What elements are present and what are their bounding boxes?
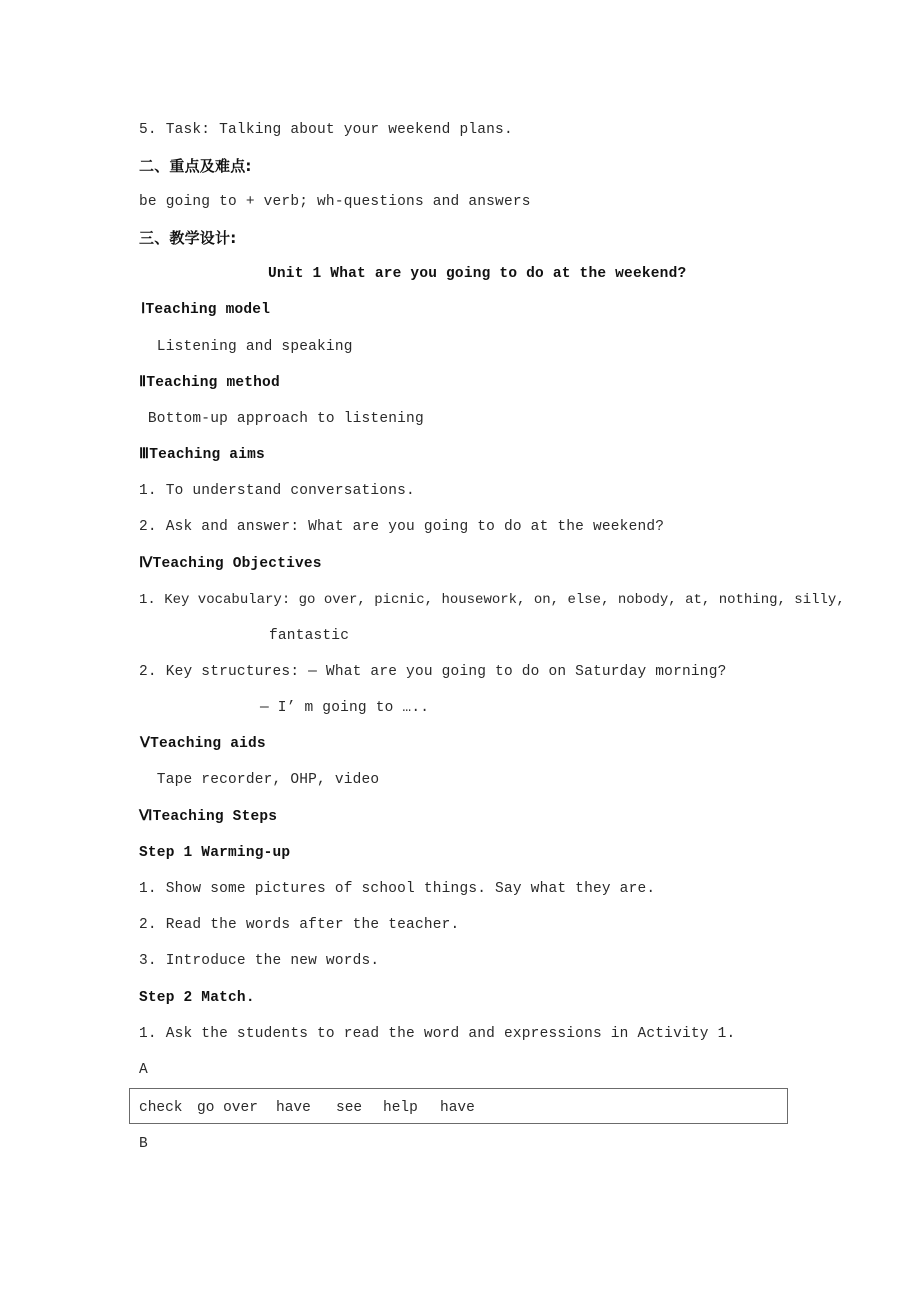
- teaching-objectives-heading: ⅣTeaching Objectives: [139, 556, 322, 572]
- label-a: A: [139, 1062, 148, 1078]
- section-2-heading: 二、重点及难点:: [139, 157, 252, 175]
- teaching-aims-heading: ⅢTeaching aims: [139, 447, 265, 463]
- teaching-steps-heading: ⅥTeaching Steps: [139, 809, 278, 825]
- step-2-item: 1. Ask the students to read the word and expressions in Activity 1.: [139, 1026, 736, 1042]
- label-b: B: [139, 1136, 148, 1152]
- word-box-a: [129, 1088, 788, 1124]
- box-word: go over: [197, 1100, 258, 1116]
- step-1-item: 3. Introduce the new words.: [139, 953, 380, 969]
- section-3-heading: 三、教学设计:: [139, 229, 237, 247]
- teaching-aids-heading: ⅤTeaching aids: [140, 736, 266, 752]
- step-1-item: 2. Read the words after the teacher.: [139, 917, 460, 933]
- teaching-aids-body: Tape recorder, OHP, video: [139, 772, 380, 788]
- teaching-method-heading: ⅡTeaching method: [139, 375, 280, 391]
- section-2-body: be going to + verb; wh-questions and answers: [139, 194, 531, 210]
- teaching-model-heading: ⅠTeaching model: [141, 302, 271, 318]
- key-vocabulary-cont: fantastic: [269, 628, 350, 644]
- box-word: help: [383, 1100, 418, 1116]
- key-structures: 2. Key structures: — What are you going to do on Saturday morning?: [139, 664, 727, 680]
- box-word: have: [440, 1100, 475, 1116]
- key-vocabulary: 1. Key vocabulary: go over, picnic, housework, on, else, nobody, at, nothing, silly,: [139, 592, 845, 608]
- box-word: have: [276, 1100, 311, 1116]
- step-1-item: 1. Show some pictures of school things. Say what they are.: [139, 881, 656, 897]
- teaching-aims-item: 2. Ask and answer: What are you going to do at the weekend?: [139, 519, 665, 535]
- teaching-method-body: Bottom-up approach to listening: [139, 411, 424, 427]
- objective-5: 5. Task: Talking about your weekend plans.: [139, 122, 513, 138]
- teaching-model-body: Listening and speaking: [139, 339, 353, 355]
- box-word: check: [139, 1100, 183, 1116]
- unit-title: Unit 1 What are you going to do at the weekend?: [268, 266, 687, 282]
- box-word: see: [336, 1100, 363, 1116]
- step-2-heading: Step 2 Match.: [139, 990, 255, 1006]
- key-structures-answer: — I’ m going to …..: [260, 700, 430, 716]
- teaching-aims-item: 1. To understand conversations.: [139, 483, 415, 499]
- step-1-heading: Step 1 Warming-up: [139, 845, 291, 861]
